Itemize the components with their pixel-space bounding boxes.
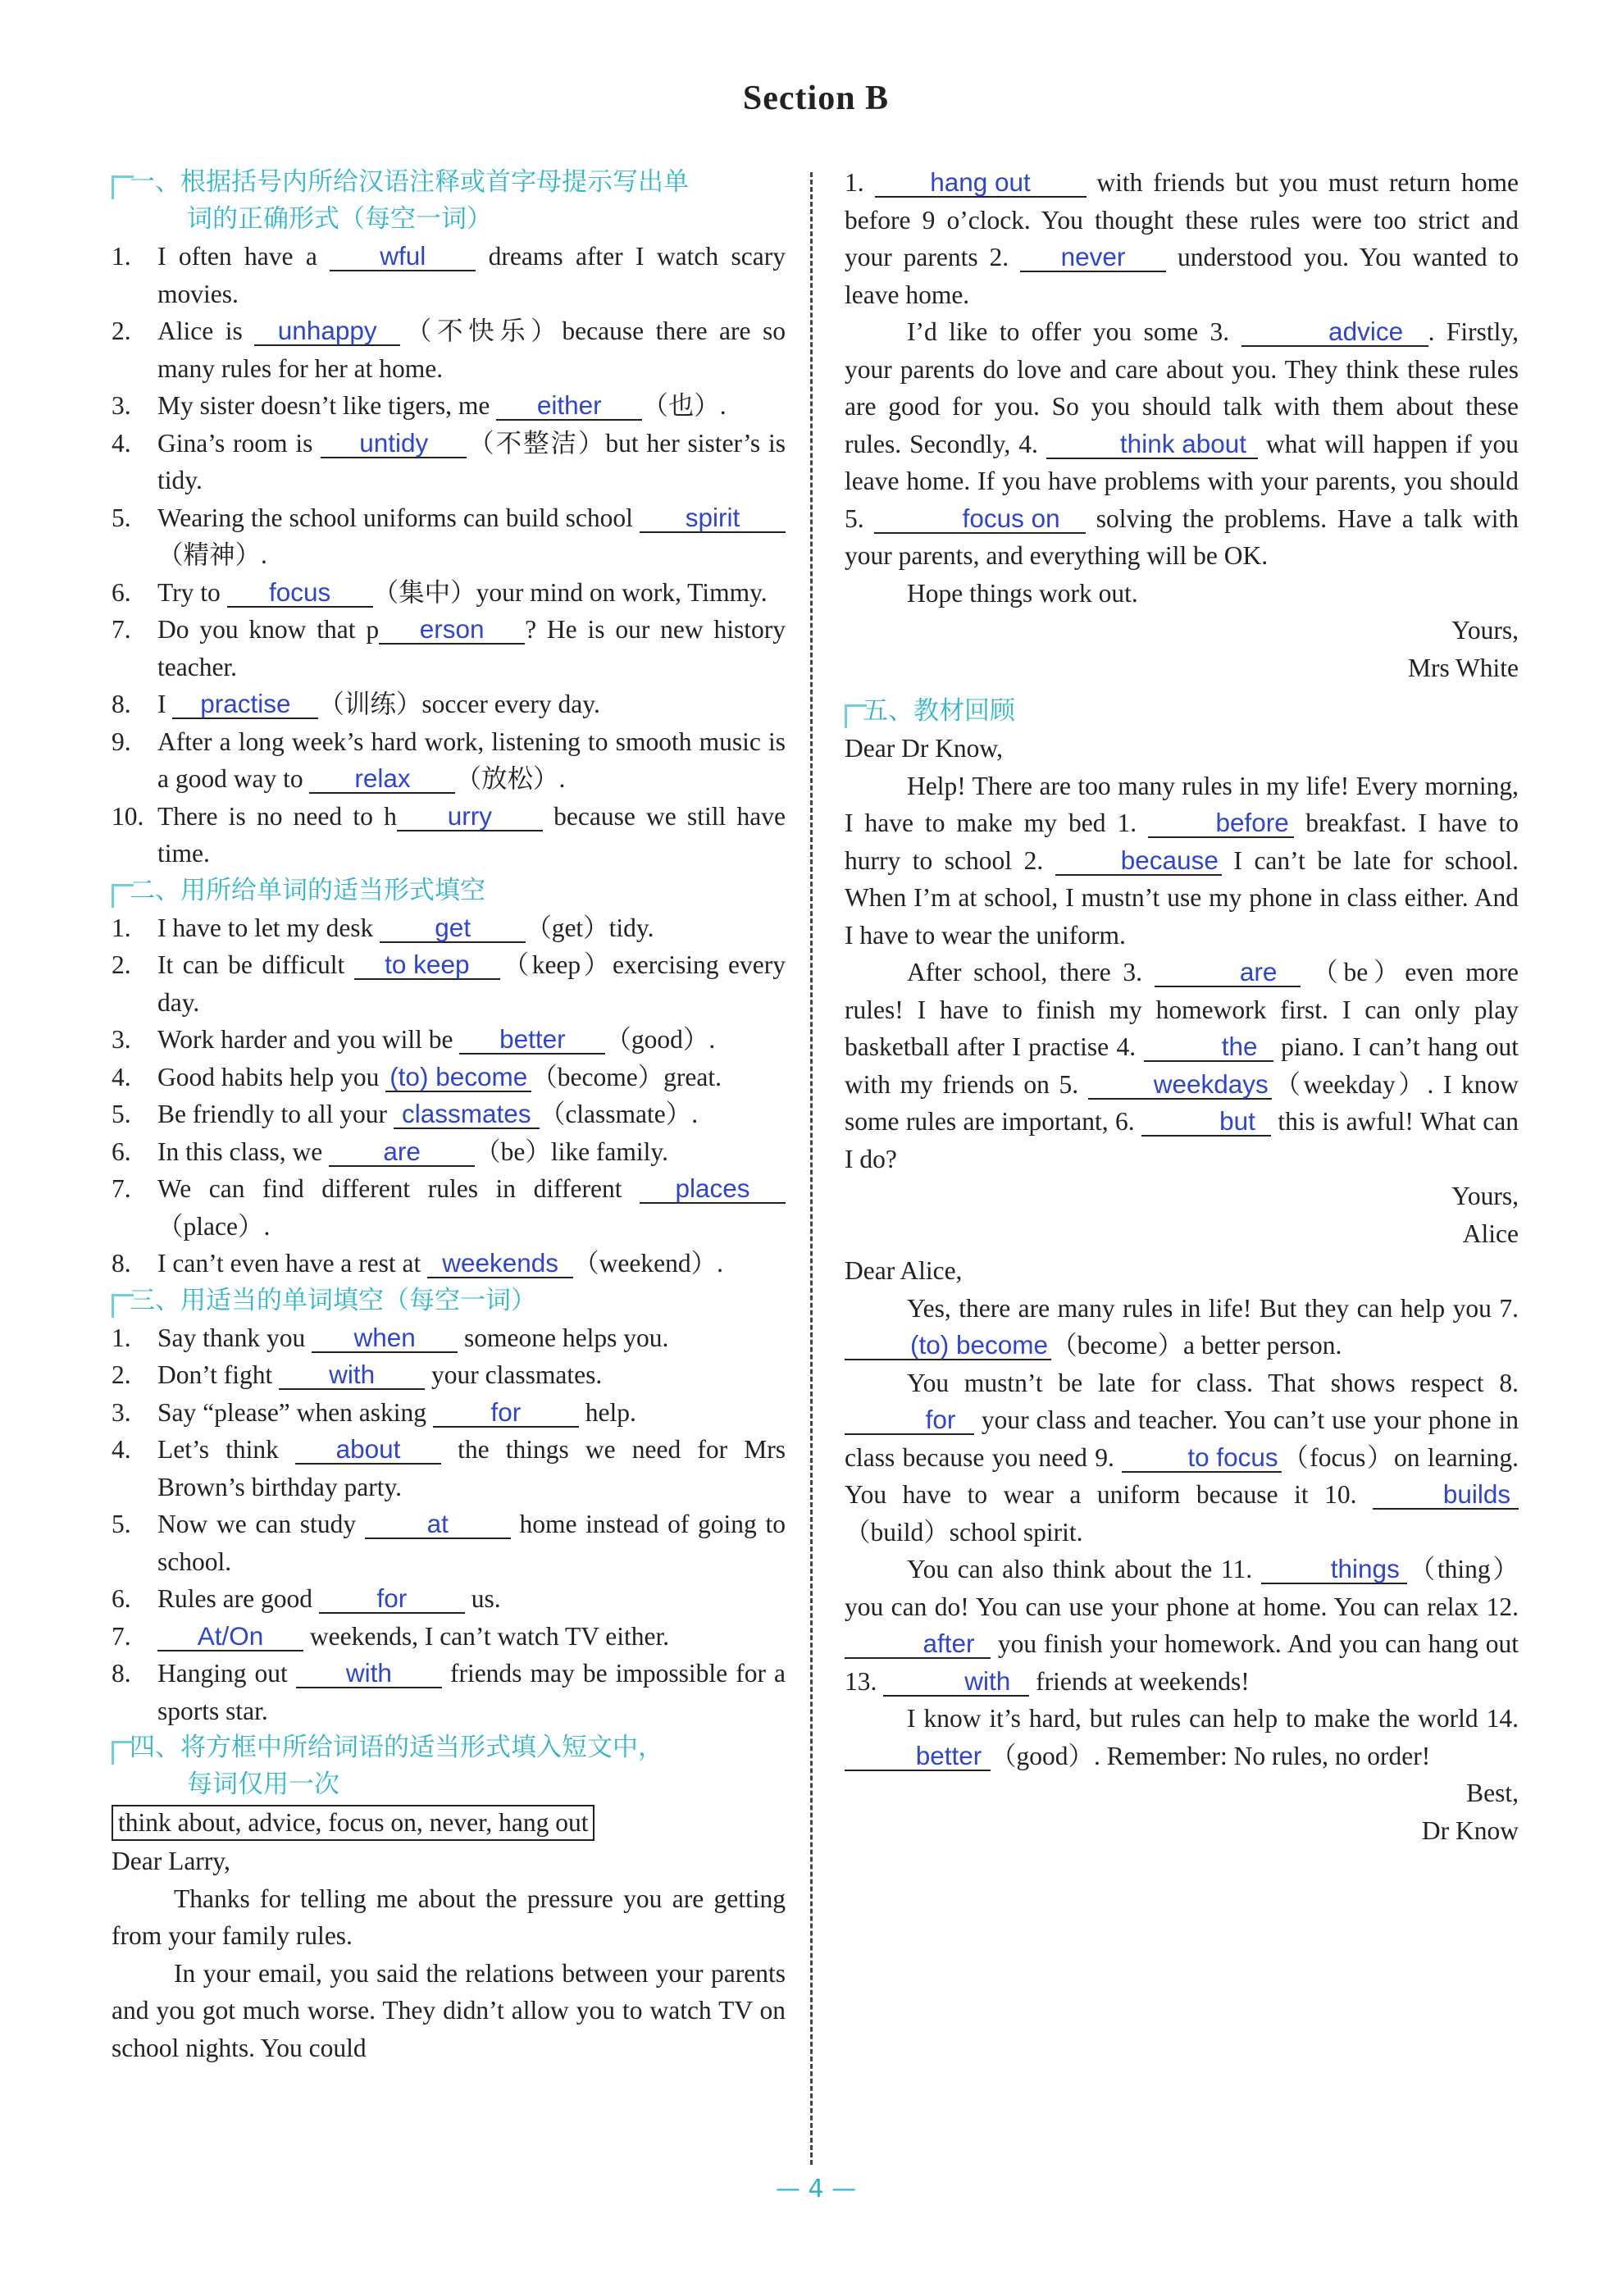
- exercise-item: [112, 1431, 786, 1506]
- blank-answer[interactable]: are: [329, 1137, 475, 1167]
- exercise-item: [112, 425, 786, 499]
- item-text: Try to focus （集中）your mind on work, Timmy.: [157, 576, 768, 607]
- item-number: 7.: [112, 1174, 131, 1203]
- word-box: think about, advice, focus on, never, hang out: [112, 1805, 594, 1841]
- item-number: 9.: [112, 727, 131, 756]
- blank-answer[interactable]: focus: [227, 578, 373, 608]
- blank-answer[interactable]: erson: [379, 615, 525, 645]
- blank-answer[interactable]: get: [380, 913, 526, 943]
- blank-answer[interactable]: spirit: [640, 503, 786, 533]
- item-text: I practise （训练）soccer every day.: [157, 689, 600, 718]
- item-number: 8.: [112, 690, 131, 718]
- letter-greeting: Dear Dr Know,: [845, 734, 1004, 763]
- page-title: Section B: [742, 80, 890, 117]
- blank-answer[interactable]: advice: [1241, 317, 1428, 347]
- blank-answer[interactable]: unhappy: [254, 317, 400, 346]
- item-text: My sister doesn’t like tigers, me either （也）.: [157, 390, 727, 420]
- letter-paragraph: I’d like to offer you some 3. advice . Firstly, your parents do love and care about you. They think these rules are good for you. So you should talk with them about these rules. Secondly, 4. think about what will happen if you leave home. If you have problems with your parents, you should 5. focus on solving the problems. Have a talk with your parents, and everything will be OK.: [845, 317, 1519, 570]
- letter-paragraph: In your email, you said the relations between your parents and you got much worse. They didn’t allow you to watch TV on school nights. You could: [112, 1958, 786, 2062]
- section-2-heading: 二、用所给单词的适当形式填空: [112, 872, 786, 909]
- section-4-heading: 四、将方框中所给词语的适当形式填入短文中， 每词仅用一次: [112, 1729, 786, 1803]
- blank-answer[interactable]: think about: [1046, 430, 1258, 459]
- item-number: 4.: [112, 1435, 131, 1464]
- blank-answer[interactable]: because: [1055, 846, 1222, 876]
- item-number: 7.: [112, 1621, 131, 1651]
- blank-answer[interactable]: better: [459, 1025, 605, 1055]
- item-number: 5.: [112, 503, 131, 532]
- exercise-item: [112, 387, 786, 425]
- item-text: It can be difficult to keep （keep）exercising every day.: [157, 950, 786, 1017]
- exercise-item: [112, 312, 786, 387]
- item-number: 3.: [112, 1397, 131, 1427]
- blank-answer[interactable]: but: [1141, 1107, 1271, 1137]
- exercise-item: [112, 1096, 786, 1133]
- letter-paragraph: I know it’s hard, but rules can help to make the world 14. better （good）. Remember: No rules, no order!: [845, 1700, 1519, 1774]
- item-number: 2.: [112, 1360, 131, 1389]
- item-number: 1.: [112, 913, 131, 942]
- letter-signature: Alice: [1462, 1219, 1519, 1248]
- letter-paragraph: After school, there 3. are （be）even more rules! I have to finish my homework first. I can only play basketball after I practise 4. the piano. I can’t hang out with my friends on 5. weekdays （weekday）. I know some rules are important, 6. but this is awful! What can I do?: [845, 957, 1519, 1173]
- section-3-list: [112, 1319, 786, 1730]
- blank-answer[interactable]: (to) become: [845, 1331, 1051, 1360]
- item-number: 10.: [112, 801, 144, 831]
- item-text: Wearing the school uniforms can build school spirit（精神）.: [157, 499, 786, 574]
- item-text: Hanging out with friends may be impossible for a sports star.: [157, 1658, 786, 1725]
- letter-paragraph: 1. hang out with friends but you must return home before 9 o’clock. You thought these rules were too strict and your parents 2. never understood you. You wanted to leave home.: [845, 167, 1519, 309]
- item-number: 6.: [112, 577, 131, 607]
- blank-answer[interactable]: either: [496, 391, 642, 421]
- exercise-item: [112, 1319, 786, 1357]
- letter-closing: Yours,: [1451, 616, 1519, 645]
- column-divider: [810, 172, 813, 2165]
- exercise-item: [112, 1245, 786, 1282]
- letter-paragraph: Hope things work out.: [907, 578, 1138, 608]
- item-text: There is no need to h urry because we still have time.: [157, 800, 786, 868]
- exercise-item: [112, 1021, 786, 1059]
- exercise-item: [112, 798, 786, 872]
- blank-answer[interactable]: never: [1020, 243, 1166, 272]
- item-text: Rules are good for us.: [157, 1583, 501, 1613]
- item-text: Be friendly to all your classmates （classmate）.: [157, 1099, 699, 1128]
- blank-answer[interactable]: to keep: [354, 950, 500, 980]
- exercise-item: [112, 723, 786, 798]
- item-text: Now we can study at home instead of going to school.: [157, 1509, 786, 1576]
- blank-answer[interactable]: builds: [1373, 1480, 1519, 1510]
- item-text: Work harder and you will be better （good）.: [157, 1024, 716, 1054]
- page-number: — 4 —: [775, 2175, 857, 2203]
- exercise-item: [112, 1394, 786, 1432]
- blank-answer[interactable]: for: [845, 1405, 974, 1435]
- item-number: 3.: [112, 391, 131, 420]
- blank-answer[interactable]: hang out: [875, 168, 1086, 198]
- section-1-list: [112, 238, 786, 872]
- exercise-item: [112, 1170, 786, 1245]
- exercise-item: [112, 611, 786, 686]
- item-text: Let’s think about the things we need for Mrs Brown’s birthday party.: [157, 1434, 786, 1501]
- blank-answer[interactable]: practise: [172, 690, 318, 719]
- item-text: At/On weekends, I can’t watch TV either.: [157, 1618, 786, 1656]
- letter-paragraph: You can also think about the 11. things （thing）you can do! You can use your phone at home. You can relax 12. after you finish your homework. And you can hang out 13. with friends at weekends!: [845, 1554, 1519, 1696]
- blank-answer[interactable]: At/On: [157, 1622, 303, 1651]
- exercise-item: [112, 238, 786, 312]
- letter-signature: Mrs White: [1407, 653, 1519, 682]
- exercise-item: [112, 1580, 786, 1618]
- letter-paragraph: Yes, there are many rules in life! But they can help you 7. (to) become （become）a better person.: [845, 1290, 1519, 1364]
- exercise-item: [112, 686, 786, 723]
- item-number: 6.: [112, 1137, 131, 1166]
- blank-answer[interactable]: relax: [309, 764, 455, 794]
- letter-closing: Best,: [1466, 1779, 1519, 1807]
- exercise-item: [112, 1059, 786, 1096]
- blank-answer[interactable]: before: [1148, 809, 1294, 838]
- letter-closing: Yours,: [1451, 1182, 1519, 1210]
- exercise-item: [112, 1655, 786, 1729]
- left-column: [112, 164, 786, 2066]
- blank-answer[interactable]: at: [365, 1510, 511, 1539]
- exercise-item: [112, 1356, 786, 1394]
- exercise-item: [112, 909, 786, 947]
- item-text: Alice is unhappy （不快乐）because there are so many rules for her at home.: [157, 316, 786, 383]
- blank-answer[interactable]: focus on: [874, 504, 1086, 534]
- item-number: 7.: [112, 615, 131, 644]
- item-number: 8.: [112, 1249, 131, 1278]
- blank-answer[interactable]: better: [845, 1742, 991, 1771]
- item-number: 4.: [112, 1062, 131, 1091]
- item-text: Gina’s room is untidy （不整洁）but her sister’s is tidy.: [157, 427, 786, 494]
- item-number: 5.: [112, 1510, 131, 1538]
- item-number: 3.: [112, 1025, 131, 1054]
- exercise-item: [112, 946, 786, 1021]
- blank-answer[interactable]: untidy: [321, 429, 467, 458]
- blank-answer[interactable]: the: [1144, 1032, 1273, 1062]
- blank-answer[interactable]: for: [433, 1398, 579, 1428]
- item-text: Don’t fight with your classmates.: [157, 1360, 603, 1389]
- blank-answer[interactable]: urry: [397, 802, 543, 831]
- letter-greeting: Dear Larry,: [112, 1847, 230, 1875]
- item-text: I often have a wful dreams after I watch scary movies.: [157, 241, 786, 308]
- blank-answer[interactable]: things: [1261, 1555, 1407, 1584]
- item-text: I have to let my desk get （get）tidy.: [157, 912, 654, 942]
- item-number: 1.: [112, 1323, 131, 1352]
- section-5-heading: 五、教材回顾: [845, 693, 1519, 730]
- blank-answer[interactable]: after: [845, 1629, 991, 1659]
- exercise-item: [112, 1133, 786, 1171]
- item-number: 2.: [112, 950, 131, 979]
- blank-answer[interactable]: when: [312, 1323, 458, 1353]
- item-text: After a long week’s hard work, listening to smooth music is a good way to relax （放松）.: [157, 727, 786, 793]
- blank-answer[interactable]: classmates: [394, 1100, 540, 1129]
- section-1-heading: 一、根据括号内所给汉语注释或首字母提示写出单 词的正确形式（每空一词）: [112, 164, 786, 238]
- item-text: Say “please” when asking for help.: [157, 1396, 636, 1427]
- item-text: We can find different rules in different places（place）.: [157, 1170, 786, 1245]
- item-number: 1.: [112, 242, 131, 271]
- exercise-item: [112, 574, 786, 612]
- section-3-heading: 三、用适当的单词填空（每空一词）: [112, 1282, 786, 1319]
- letter-paragraph: Help! There are too many rules in my life! Every morning, I have to make my bed 1. before breakfast. I have to hurry to school 2. because I can’t be late for school. When I’m at school, I mustn’t use my phone in class either. And I have to wear the uniform.: [845, 771, 1519, 950]
- letter-paragraph: Thanks for telling me about the pressure you are getting from your family rules.: [112, 1884, 786, 1950]
- section-2-list: [112, 909, 786, 1282]
- item-text: Do you know that p erson ? He is our new history teacher.: [157, 614, 786, 681]
- exercise-item: [112, 499, 786, 574]
- blank-answer[interactable]: to focus: [1122, 1443, 1281, 1473]
- item-number: 2.: [112, 317, 131, 345]
- item-number: 8.: [112, 1659, 131, 1688]
- letter-paragraph: You mustn’t be late for class. That shows respect 8. for your class and teacher. You can’t use your phone in class because you need 9. to focus （focus）on learning. You have to wear a uniform because it 10. builds（build）school spirit.: [845, 1368, 1519, 1547]
- item-text: I can’t even have a rest at weekends （weekend）.: [157, 1248, 723, 1278]
- blank-answer[interactable]: about: [295, 1435, 441, 1465]
- letter-signature: Dr Know: [1421, 1815, 1519, 1845]
- blank-answer[interactable]: places: [640, 1174, 786, 1204]
- item-number: 6.: [112, 1584, 131, 1613]
- blank-answer[interactable]: with: [279, 1360, 425, 1390]
- exercise-item: [112, 1506, 786, 1580]
- item-text: Say thank you when someone helps you.: [157, 1322, 669, 1352]
- blank-answer[interactable]: with: [296, 1659, 442, 1688]
- item-text: In this class, we are （be）like family.: [157, 1136, 668, 1166]
- item-number: 4.: [112, 428, 131, 458]
- blank-answer[interactable]: weekends: [427, 1249, 573, 1278]
- letter-greeting: Dear Alice,: [845, 1256, 963, 1285]
- exercise-item: [112, 1618, 786, 1656]
- blank-answer[interactable]: weekdays: [1088, 1070, 1272, 1100]
- blank-answer[interactable]: are: [1155, 958, 1301, 987]
- blank-answer[interactable]: wful: [330, 242, 476, 271]
- blank-answer[interactable]: with: [883, 1667, 1029, 1697]
- item-number: 5.: [112, 1100, 131, 1128]
- blank-answer[interactable]: (to) become: [385, 1063, 531, 1092]
- item-text: Good habits help you (to) become （become）great.: [157, 1061, 722, 1091]
- blank-answer[interactable]: for: [319, 1584, 465, 1614]
- right-column: [845, 164, 1519, 1849]
